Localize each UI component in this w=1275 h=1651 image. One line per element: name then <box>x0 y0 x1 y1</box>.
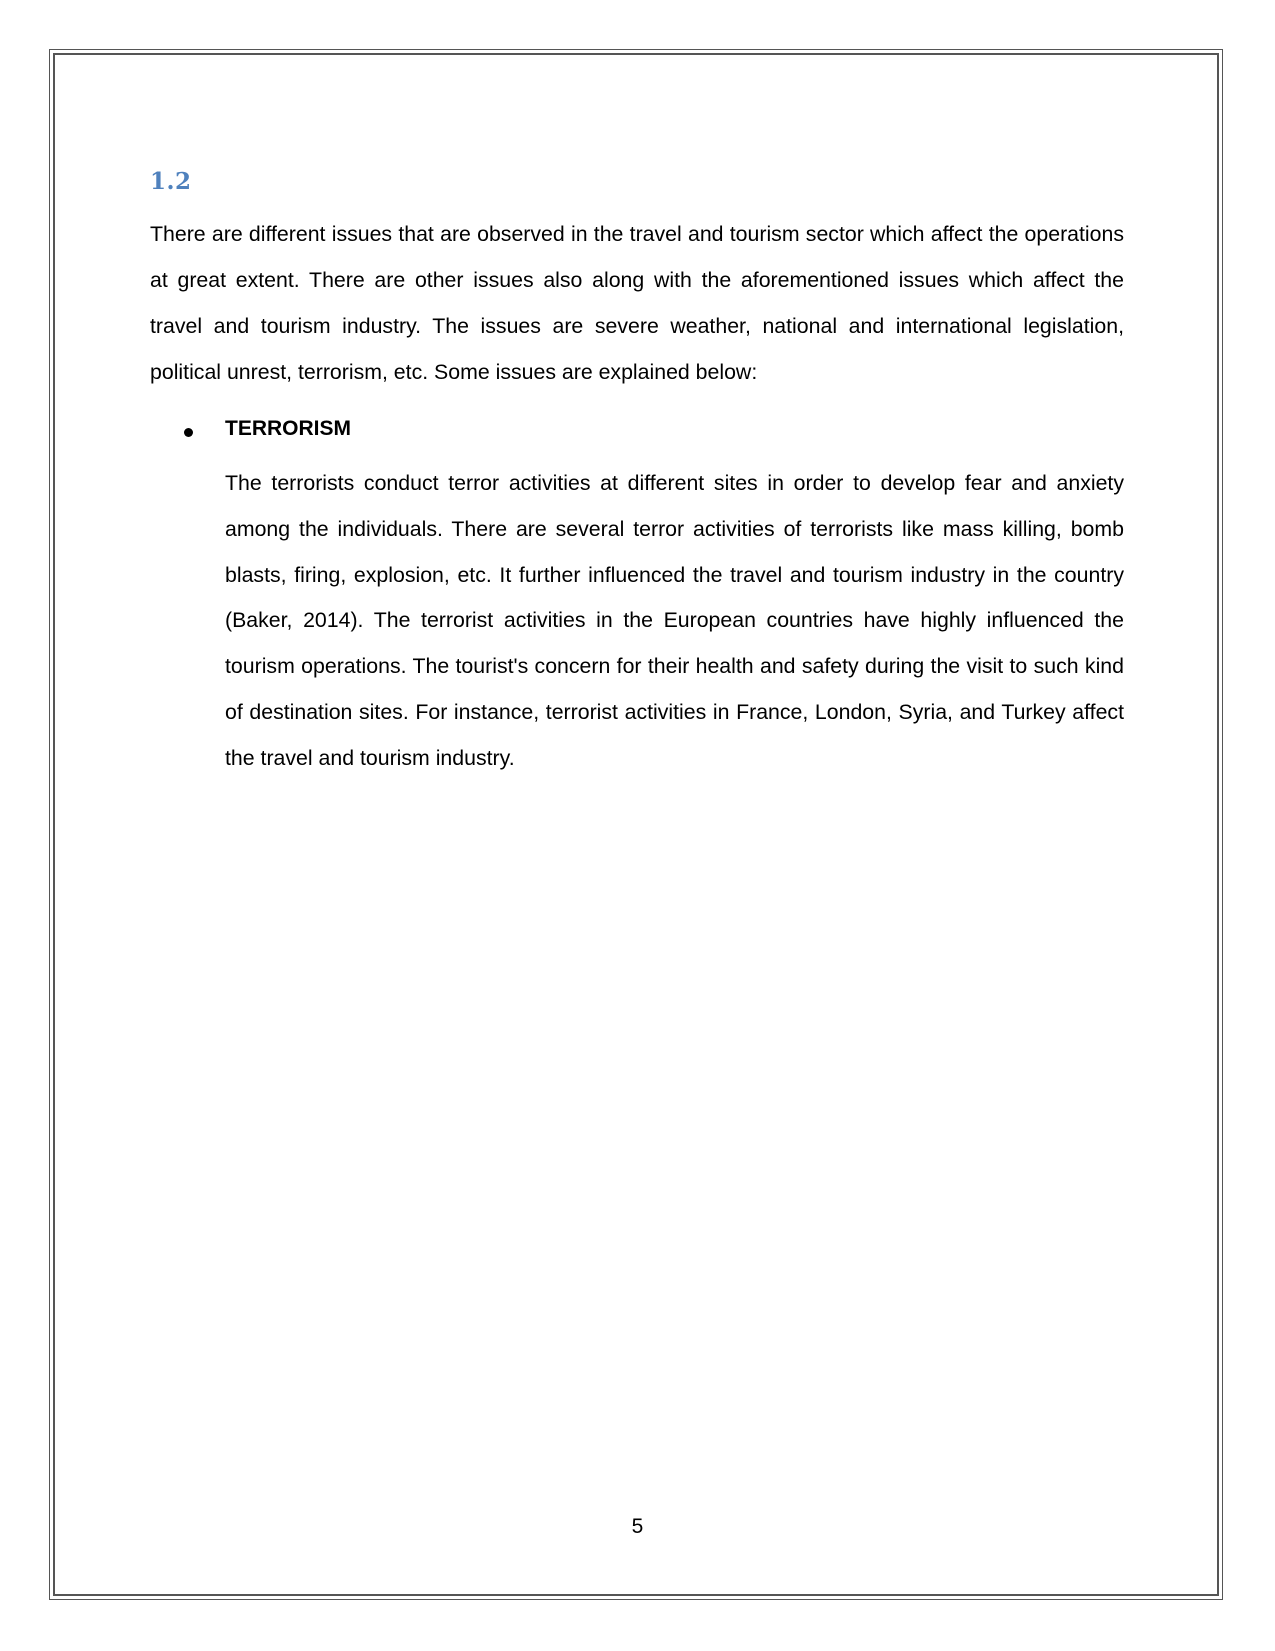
bullet-dot-icon <box>184 428 193 437</box>
intro-paragraph: There are different issues that are observed in the travel and tourism sector which affect the operations at great extent. There are other issues also along with the aforementioned issues which affect the travel and tourism industry. The issues are severe weather, national and international legislation, political unrest, terrorism, etc. Some issues are explained below: <box>150 222 1124 384</box>
bullet-body: The terrorists conduct terror activities at different sites in order to develop fear and anxiety among the individuals. There are several terror activities of terrorists like mass killing, bomb blasts, firing, explosion, etc. It further influenced the travel and tourism industry in the country (Baker, 2014). The terrorist activities in the European countries have highly influenced the tourism operations. The tourist's concern for their health and safety during the visit to such kind of destination sites. For instance, terrorist activities in France, London, Syria, and Turkey affect the travel and tourism industry. <box>225 471 1124 770</box>
section-heading: 1.2 <box>150 168 192 195</box>
bullet-title: TERRORISM <box>225 417 351 440</box>
page-number: 5 <box>631 1515 644 1538</box>
